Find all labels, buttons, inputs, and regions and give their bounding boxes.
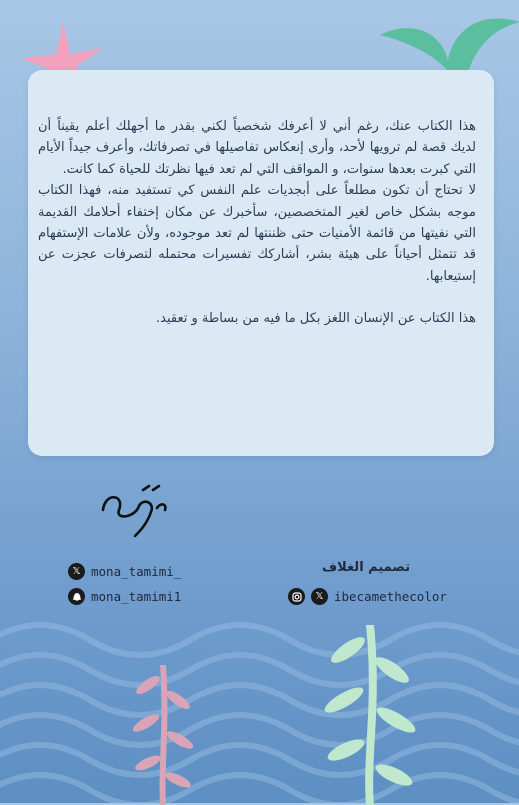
author-snapchat-handle[interactable] [68,588,181,605]
x-icon: 𝕏 [311,588,328,605]
cover-design-title: تصميم الغلاف [322,560,411,575]
snapchat-handle-text: mona_tamimi1 [91,589,182,604]
author-x-handle[interactable] [68,563,181,580]
instagram-icon [288,588,305,605]
paragraph-3: هذا الكتاب عن الإنسان اللغز بكل ما فيه من بساطة و تعقيد. [156,311,476,327]
snapchat-icon [68,588,85,605]
paragraph-1: هذا الكتاب عنك، رغم أني لا أعرفك شخصياً لكني بقدر ما أجهلك أعلم يقيناً أن لديك قصة لم ترويها لأحد، وأرى إنعكاس تفاصيلها في تصرفاتك، وأعرف جيداً الأيام التي كبرت بعدها سنوات، و المواقف التي لم تعد فيها نظرتك للحياة كما كانت. [38,119,476,177]
author-signature-icon [95,480,175,540]
pink-seaweed-decoration [120,645,210,805]
x-icon: 𝕏 [68,563,85,580]
back-cover-text [38,116,476,330]
cover-designer-handle[interactable] [288,588,447,605]
x-handle-text: mona_tamimi_ [91,564,182,579]
green-seaweed-decoration [300,615,440,805]
designer-handle-text: ibecamethecolor [334,589,447,604]
paragraph-2: لا تحتاج أن تكون مطلعاً على أبجديات علم النفس كي تستفيد منه، فهذا الكتاب موجه بشكل خاص لغير المتخصصين، سأخبرك عن مكان إختفاء أحلامك القديمة التي نفيتها من قائمة الأمنيات حتى ظننتها لم تعد موجوده، ولأن علامات الإستفهام قد تتمثل أحياناً على هيئة بشر، أشاركك تفسيرات محتمله لتصرفات عجزت عن إستيعابها. [38,183,476,284]
